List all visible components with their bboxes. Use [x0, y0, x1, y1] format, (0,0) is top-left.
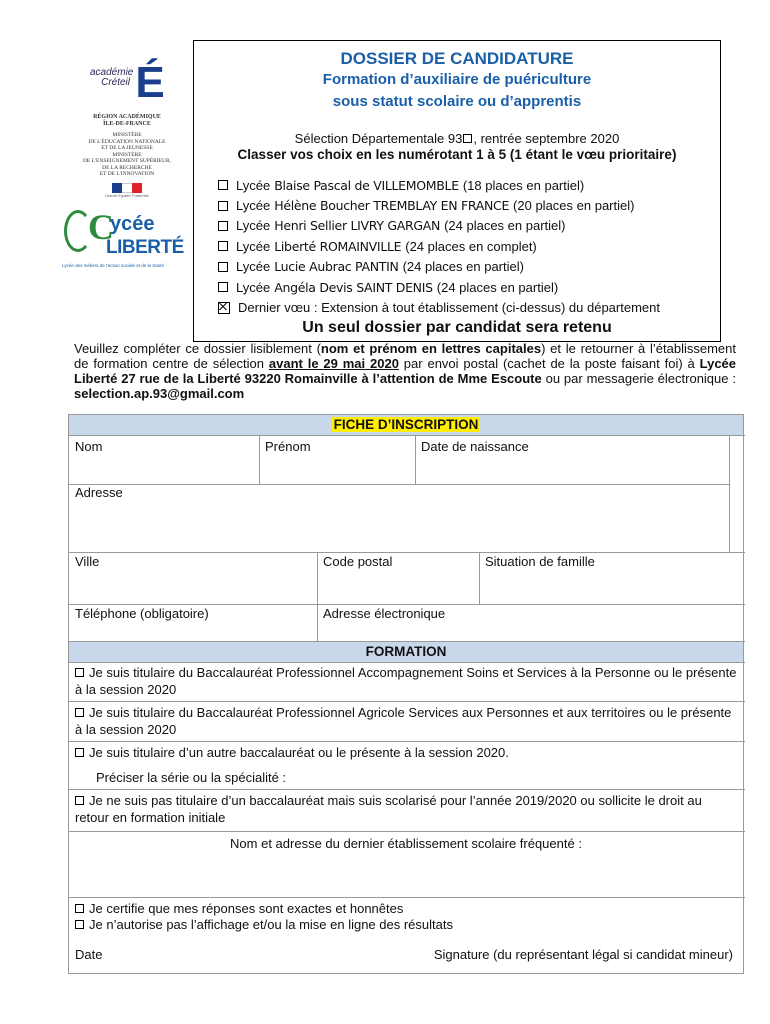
choice-item: Lycée Lucie Aubrac PANTIN (24 places en partiel) — [218, 257, 712, 277]
registration-form — [68, 414, 744, 974]
formation-option[interactable]: Je suis titulaire du Baccalauréat Professionnel Accompagnement Soins et Services à la Personne ou le présente à la session 2020 — [75, 665, 737, 697]
single-file-notice: Un seul dossier par candidat sera retenu — [302, 319, 612, 336]
academie-e-letter: É — [135, 58, 165, 107]
nom-field[interactable]: Nom — [75, 439, 103, 454]
precise-serie-field[interactable]: Préciser la série ou la spécialité : — [96, 770, 287, 785]
deadline-text: avant le 29 mai 2020 — [268, 356, 399, 371]
formation-checkbox[interactable] — [75, 748, 84, 757]
email-address[interactable]: selection.ap.93@gmail.com — [74, 386, 245, 401]
formation-option[interactable]: Je suis titulaire du Baccalauréat Professionnel Agricole Services aux Personnes et aux territoires ou le présente à la session 2020 — [75, 705, 732, 737]
lycee-logo-liberte: LIBERTÉ — [106, 237, 184, 258]
last-school-field[interactable]: Nom et adresse du dernier établissement scolaire fréquenté : — [230, 836, 582, 851]
french-flag-icon — [112, 183, 142, 193]
choice-item: Lycée Liberté ROMAINVILLE (24 places en complet) — [218, 236, 712, 256]
selection-checkbox[interactable] — [463, 134, 472, 143]
choice-checkbox[interactable] — [218, 221, 228, 231]
choice-item-last: Dernier vœu : Extension à tout établissement (ci-dessus) du département — [218, 297, 712, 317]
certify-checkbox[interactable] — [75, 904, 84, 913]
flag-caption: Liberté Égalité Fraternité — [105, 192, 149, 198]
region-academique: RÉGION ACADÉMIQUE ÎLE-DE-FRANCE — [93, 114, 161, 127]
page-subtitle-line1: Formation d’auxiliaire de puériculture — [322, 71, 592, 88]
page-subtitle-line2: sous statut scolaire ou d’apprentis — [332, 93, 582, 110]
ranking-instruction: Classer vos choix en les numérotant 1 à 5 (1 étant le vœu prioritaire) — [237, 147, 677, 162]
situation-famille-field[interactable]: Situation de famille — [485, 554, 595, 569]
choice-item: Lycée Henri Sellier LIVRY GARGAN (24 places en partiel) — [218, 216, 712, 236]
email-field[interactable]: Adresse électronique — [323, 606, 446, 621]
lycee-liberte-logo — [62, 205, 184, 275]
date-naissance-field[interactable]: Date de naissance — [421, 439, 529, 454]
header-box — [193, 40, 721, 342]
no-publish-checkbox[interactable] — [75, 920, 84, 929]
formation-option-not-holder[interactable]: Je ne suis pas titulaire d’un baccalauréat mais suis scolarisé pour l’année 2019/2020 ou sollicite le droit au retour en formation initiale — [75, 793, 702, 825]
formation-option[interactable]: Je suis titulaire d’un autre baccalauréat ou le présente à la session 2020. — [75, 744, 737, 761]
date-field[interactable]: Date — [75, 947, 103, 962]
choice-checkbox[interactable] — [218, 241, 228, 251]
formation-checkbox[interactable] — [75, 668, 84, 677]
postal-address: Lycée Liberté 27 rue de la Liberté 93220 Romainville à l’attention de Mme Escoute — [74, 356, 737, 386]
choice-item: Lycée Hélène Boucher TREMBLAY EN FRANCE (20 places en partiel) — [218, 195, 712, 215]
signature-field[interactable]: Signature (du représentant légal si candidat mineur) — [433, 947, 733, 962]
certify-option[interactable]: Je certifie que mes réponses sont exactes et honnêtes — [75, 900, 737, 917]
last-choice-checkbox[interactable] — [218, 302, 230, 314]
choice-checkbox[interactable] — [218, 180, 228, 190]
formation-header: FORMATION — [69, 642, 743, 662]
ministries-text: MINISTÈRE DE L'ÉDUCATION NATIONALE ET DE LA JEUNESSE MINISTÈRE DE L'ENSEIGNEMENT SUPÉRIEUR, DE LA RECHERCHE ET DE L'INNOVATION — [82, 132, 172, 177]
lycee-logo-tagline: Lycée des métiers de l'action sociale et de la Santé — [62, 263, 165, 268]
choice-item: Lycée Angéla Devis SAINT DENIS (24 places en partiel) — [218, 277, 712, 297]
formation-checkbox[interactable] — [75, 708, 84, 717]
code-postal-field[interactable]: Code postal — [323, 554, 393, 569]
selection-line: Sélection Départementale 93 , rentrée septembre 2020 — [294, 131, 620, 146]
lycee-logo-ycee: ycée — [110, 213, 155, 235]
no-publish-option[interactable]: Je n’autorise pas l’affichage et/ou la mise en ligne des résultats — [75, 916, 737, 933]
telephone-field[interactable]: Téléphone (obligatoire) — [75, 606, 209, 621]
academie-logo — [62, 58, 192, 198]
instructions-paragraph: Veuillez compléter ce dossier lisiblement (nom et prénom en lettres capitales) et le retourner à l’établissement de formation centre de sélection avant le 29 mai 2020 par envoi postal (cachet de la poste faisant foi) à Lycée Liberté 27 rue de la Liberté 93220 Romainville à l’attention de Mme Escoute ou par messagerie électronique : selection.ap.93@gmail.com — [74, 341, 737, 401]
choice-item: Lycée Blaise Pascal de VILLEMOMBLE (18 places en partiel) — [218, 175, 712, 195]
choice-checkbox[interactable] — [218, 262, 228, 272]
prenom-field[interactable]: Prénom — [265, 439, 311, 454]
choice-checkbox[interactable] — [218, 201, 228, 211]
page-title: DOSSIER DE CANDIDATURE — [340, 49, 574, 68]
ville-field[interactable]: Ville — [75, 554, 100, 569]
fiche-header: FICHE D’INSCRIPTION — [69, 415, 743, 435]
choice-checkbox[interactable] — [218, 282, 228, 292]
adresse-field[interactable]: Adresse — [75, 485, 123, 500]
academie-wordmark: académie Créteil — [90, 67, 134, 88]
formation-checkbox[interactable] — [75, 796, 84, 805]
lycee-logo-c: C — [88, 207, 114, 247]
choices-list — [218, 175, 712, 318]
